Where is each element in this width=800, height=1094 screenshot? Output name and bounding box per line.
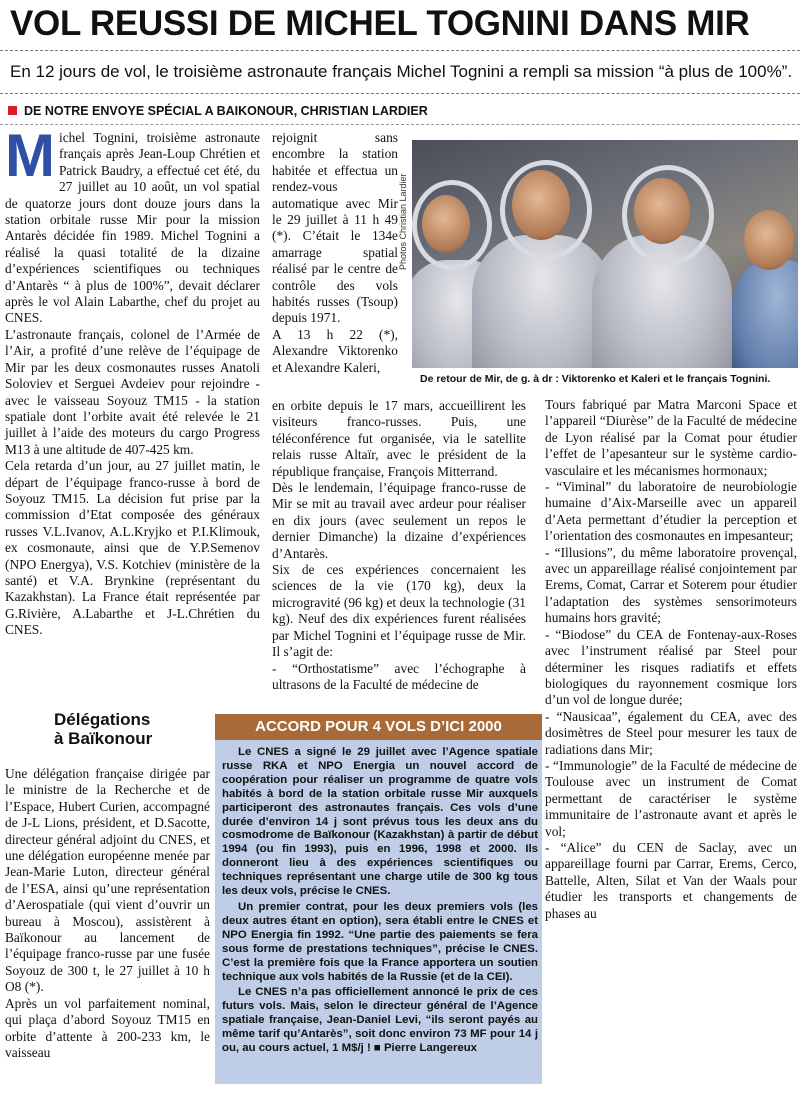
photo-caption: De retour de Mir, de g. à dr : Viktorenko et Kaleri et le français Tognini. xyxy=(420,373,771,385)
subtitle-line: à Baïkonour xyxy=(54,729,153,748)
paragraph: L’astronaute français, colonel de l’Armée de l’Air, a profité d’une relève de l’équipage de Mir par les deux cosmonautes russes Anatoli Soloviev et Serguei Avdeiev pour rejoindre - avec le vaisseau Soyouz TM15 - la station spatiale dont l’orbite avait été relevée le 21 juillet à l’aide des moteurs du cargo Progress M13 à une altitude de 407-425 km. xyxy=(5,326,260,457)
article-column-3 xyxy=(545,397,797,922)
paragraph: - “Illusions”, du même laboratoire provençal, avec un appareillage réalisé conjointement par Erems, Comat, Carrar et Soterem pour étudier l’adaptation des systèmes sensorimoteurs humains hors gravité; xyxy=(545,544,797,626)
paragraph: Après un vol parfaitement nominal, qui plaça d’abord Soyouz TM15 en orbite d’attente à 200-233 km, le vaisseau xyxy=(5,995,210,1060)
paragraph: - “Nausicaa”, également du CEA, avec des dosimètres de Steel pour mesurer les taux de radiations dans Mir; xyxy=(545,708,797,757)
subtitle-line: Délégations xyxy=(54,710,151,729)
paragraph: Le CNES n’a pas officiellement annoncé le prix de ces futurs vols. Mais, selon le directeur général de l’Agence spatiale française, Jean-Daniel Levi, “ils seront payés au même tarif qu’Antarès”, soit donc environ 73 MF pour 14 j ou, au cours actuel, 1 M$/j ! ■ Pierre Langereux xyxy=(222,986,538,1055)
byline-text: DE NOTRE ENVOYE SPÉCIAL A BAIKONOUR, CHRISTIAN LARDIER xyxy=(24,104,428,118)
paragraph: A 13 h 22 (*), Alexandre Viktorenko et Alexandre Kaleri, xyxy=(272,326,398,375)
paragraph: ichel Tognini, troisième astronaute français après Jean-Loup Chrétien et Patrick Baudry, a effectué cet été, du 27 juillet au 10 août, un vol spatial de quatorze jours dont douze jours dans la station orbitale russe Mir pour la mission Antarès décidée fin 1989. Michel Tognini a réalisé la quasi totalité de la dizaine d’expériences scientifiques ou techniques d’Antarès “ à plus de 100%”, devait déclarer après le vol Alain Labarthe, chef du projet au CNES. xyxy=(5,130,260,326)
article-column-1-bottom xyxy=(5,766,210,1061)
cosmonauts-photo xyxy=(412,140,798,368)
sidebar-box-title: ACCORD POUR 4 VOLS D’ICI 2000 xyxy=(215,714,542,740)
paragraph: Six de ces expériences concernaient les sciences de la vie (170 kg), deux la microgravité (96 kg) et deux la technologie (31 kg). Neuf des dix expériences furent réalisées par Michel Tognini et l’équipage russe de Mir. Il s’agit de: xyxy=(272,562,526,660)
divider xyxy=(0,93,800,94)
section-subtitle xyxy=(54,710,214,748)
subheadline: En 12 jours de vol, le troisième astronaute français Michel Tognini a rempli sa mission “à plus de 100%”. xyxy=(10,62,793,81)
paragraph: rejoignit sans encombre la station habitée et effectua un rendez-vous automatique avec Mir le 29 juillet à 11 h 49 (*). C’était le 134e amarrage spatial réalisé par le centre de contrôle des vols habités russes (Tsoup) depuis 1971. xyxy=(272,130,398,326)
paragraph: Tours fabriqué par Matra Marconi Space et l’appareil “Diurèse” de la Faculté de médecine de Lyon réalisé par la Comat pour étudier l’effet de l’apesanteur sur le système cardio-vasculaire et les mécanismes hormonaux; xyxy=(545,397,797,478)
paragraph: en orbite depuis le 17 mars, accueillirent les visiteurs franco-russes. Puis, une téléconférence fut organisée, via le satellite relais russe Altaïr, avec le président de la république française, François Mitterrand. xyxy=(272,398,526,479)
red-square-icon xyxy=(8,106,17,115)
paragraph: - “Orthostatisme” avec l’échographe à ultrasons de la Faculté de médecine de xyxy=(272,660,526,692)
sidebar-box-text xyxy=(222,746,538,1058)
paragraph: - “Alice” du CEN de Saclay, avec un appareillage fourni par Carrar, Erems, Cerco, Battelle, Alten, Silat et Van der Waals pour étudier les transports et changements de phases au xyxy=(545,839,797,921)
paragraph: - “Biodose” du CEA de Fontenay-aux-Roses avec l’instrument réalisé par Steel pour déterminer les risques radiatifs et effets biologiques du rayonnement cosmique lors d’un vol de longue durée; xyxy=(545,626,797,708)
paragraph: Cela retarda d’un jour, au 27 juillet matin, le départ de l’équipage franco-russe à bord de Soyouz TM15. La décision fut prise par la commission d’Etat composée des généraux russes V.L.Ivanov, A.L.Kryjko et P.I.Klimouk, ex cosmonaute, ainsi que de Y.P.Semenov (NPO Energya), V.S. Kotchiev (ministère de la santé) et V.A. Brynkine (représentant du Kazakhstan). La France était représentée par G.Rivière, A.Labarthe et J-L.Chrétien du CNES. xyxy=(5,458,260,638)
article-column-1 xyxy=(5,122,260,639)
paragraph: Dès le lendemain, l’équipage franco-russe de Mir se mit au travail avec ardeur pour réaliser en dix jours (avec seulement un repos le dernier Dimanche) la dizaine d’expériences d’Antarès. xyxy=(272,480,526,561)
paragraph: - “Viminal” du laboratoire de neurobiologie humaine d’Aix-Marseille avec un appareil d’Aeta permettant d’étudier la perception et l’orientation des cosmonautes en impesanteur; xyxy=(545,479,797,544)
divider xyxy=(0,124,800,125)
headline: VOL REUSSI DE MICHEL TOGNINI DANS MIR xyxy=(10,4,750,43)
paragraph: Le CNES a signé le 29 juillet avec l’Agence spatiale russe RKA et NPO Energia un nouvel accord de coopération pour réaliser un programme de quatre vols habités à bord de la station orbitale russe Mir auxquels participeront des astronautes français. Ces vols d’une durée d’environ 14 j sont prévus tous les deux ans du cosmodrome de Baïkonour (Kazakhstan) à partir de début 1994 (ou fin 1993), puis en 1996, 1998 et 2000. Ils donneront lieu à des expériences scientifiques ou techniques représentant une charge utile de 300 kg tous les deux vols, précise le CNES. xyxy=(222,746,538,898)
article-column-2-top xyxy=(272,130,398,376)
photo-credit: Photos Christian Lardier xyxy=(398,173,408,270)
paragraph: Une délégation française dirigée par le ministre de la Recherche et de l’Espace, Hubert Curien, accompagné de J-L Lions, président, et D.Sacotte, directeur général adjoint du CNES, et une délégation européenne menée par Jean-Marie Luton, directeur général de l’ESA, ainsi qu’une représentation d’Aerospatiale (qui vient d’ouvrir un bureau à Moscou), assistèrent à Baïkonour au lancement de l’équipage franco-russe par une fusée Soyouz de 300 t, le 27 juillet à 10 h O8 (*). xyxy=(5,766,210,995)
byline xyxy=(8,104,428,118)
article-column-2 xyxy=(272,398,526,693)
divider xyxy=(0,50,800,51)
drop-cap: M xyxy=(5,122,55,189)
paragraph: - “Immunologie” de la Faculté de médecine de Toulouse avec un instrument de Comat permettant de caractériser le système immunitaire de l’astronaute avant et après le vol; xyxy=(545,757,797,839)
paragraph: Un premier contrat, pour les deux premiers vols (les deux autres étant en option), sera établi entre le CNES et NPO Energia fin 1992. “Une partie des paiements se fera sous forme de prestations techniques”, précise le CNES. C’est la première fois que la France apportera un soutien technique aux vols habités de la Russie (et de la CEI). xyxy=(222,900,538,983)
